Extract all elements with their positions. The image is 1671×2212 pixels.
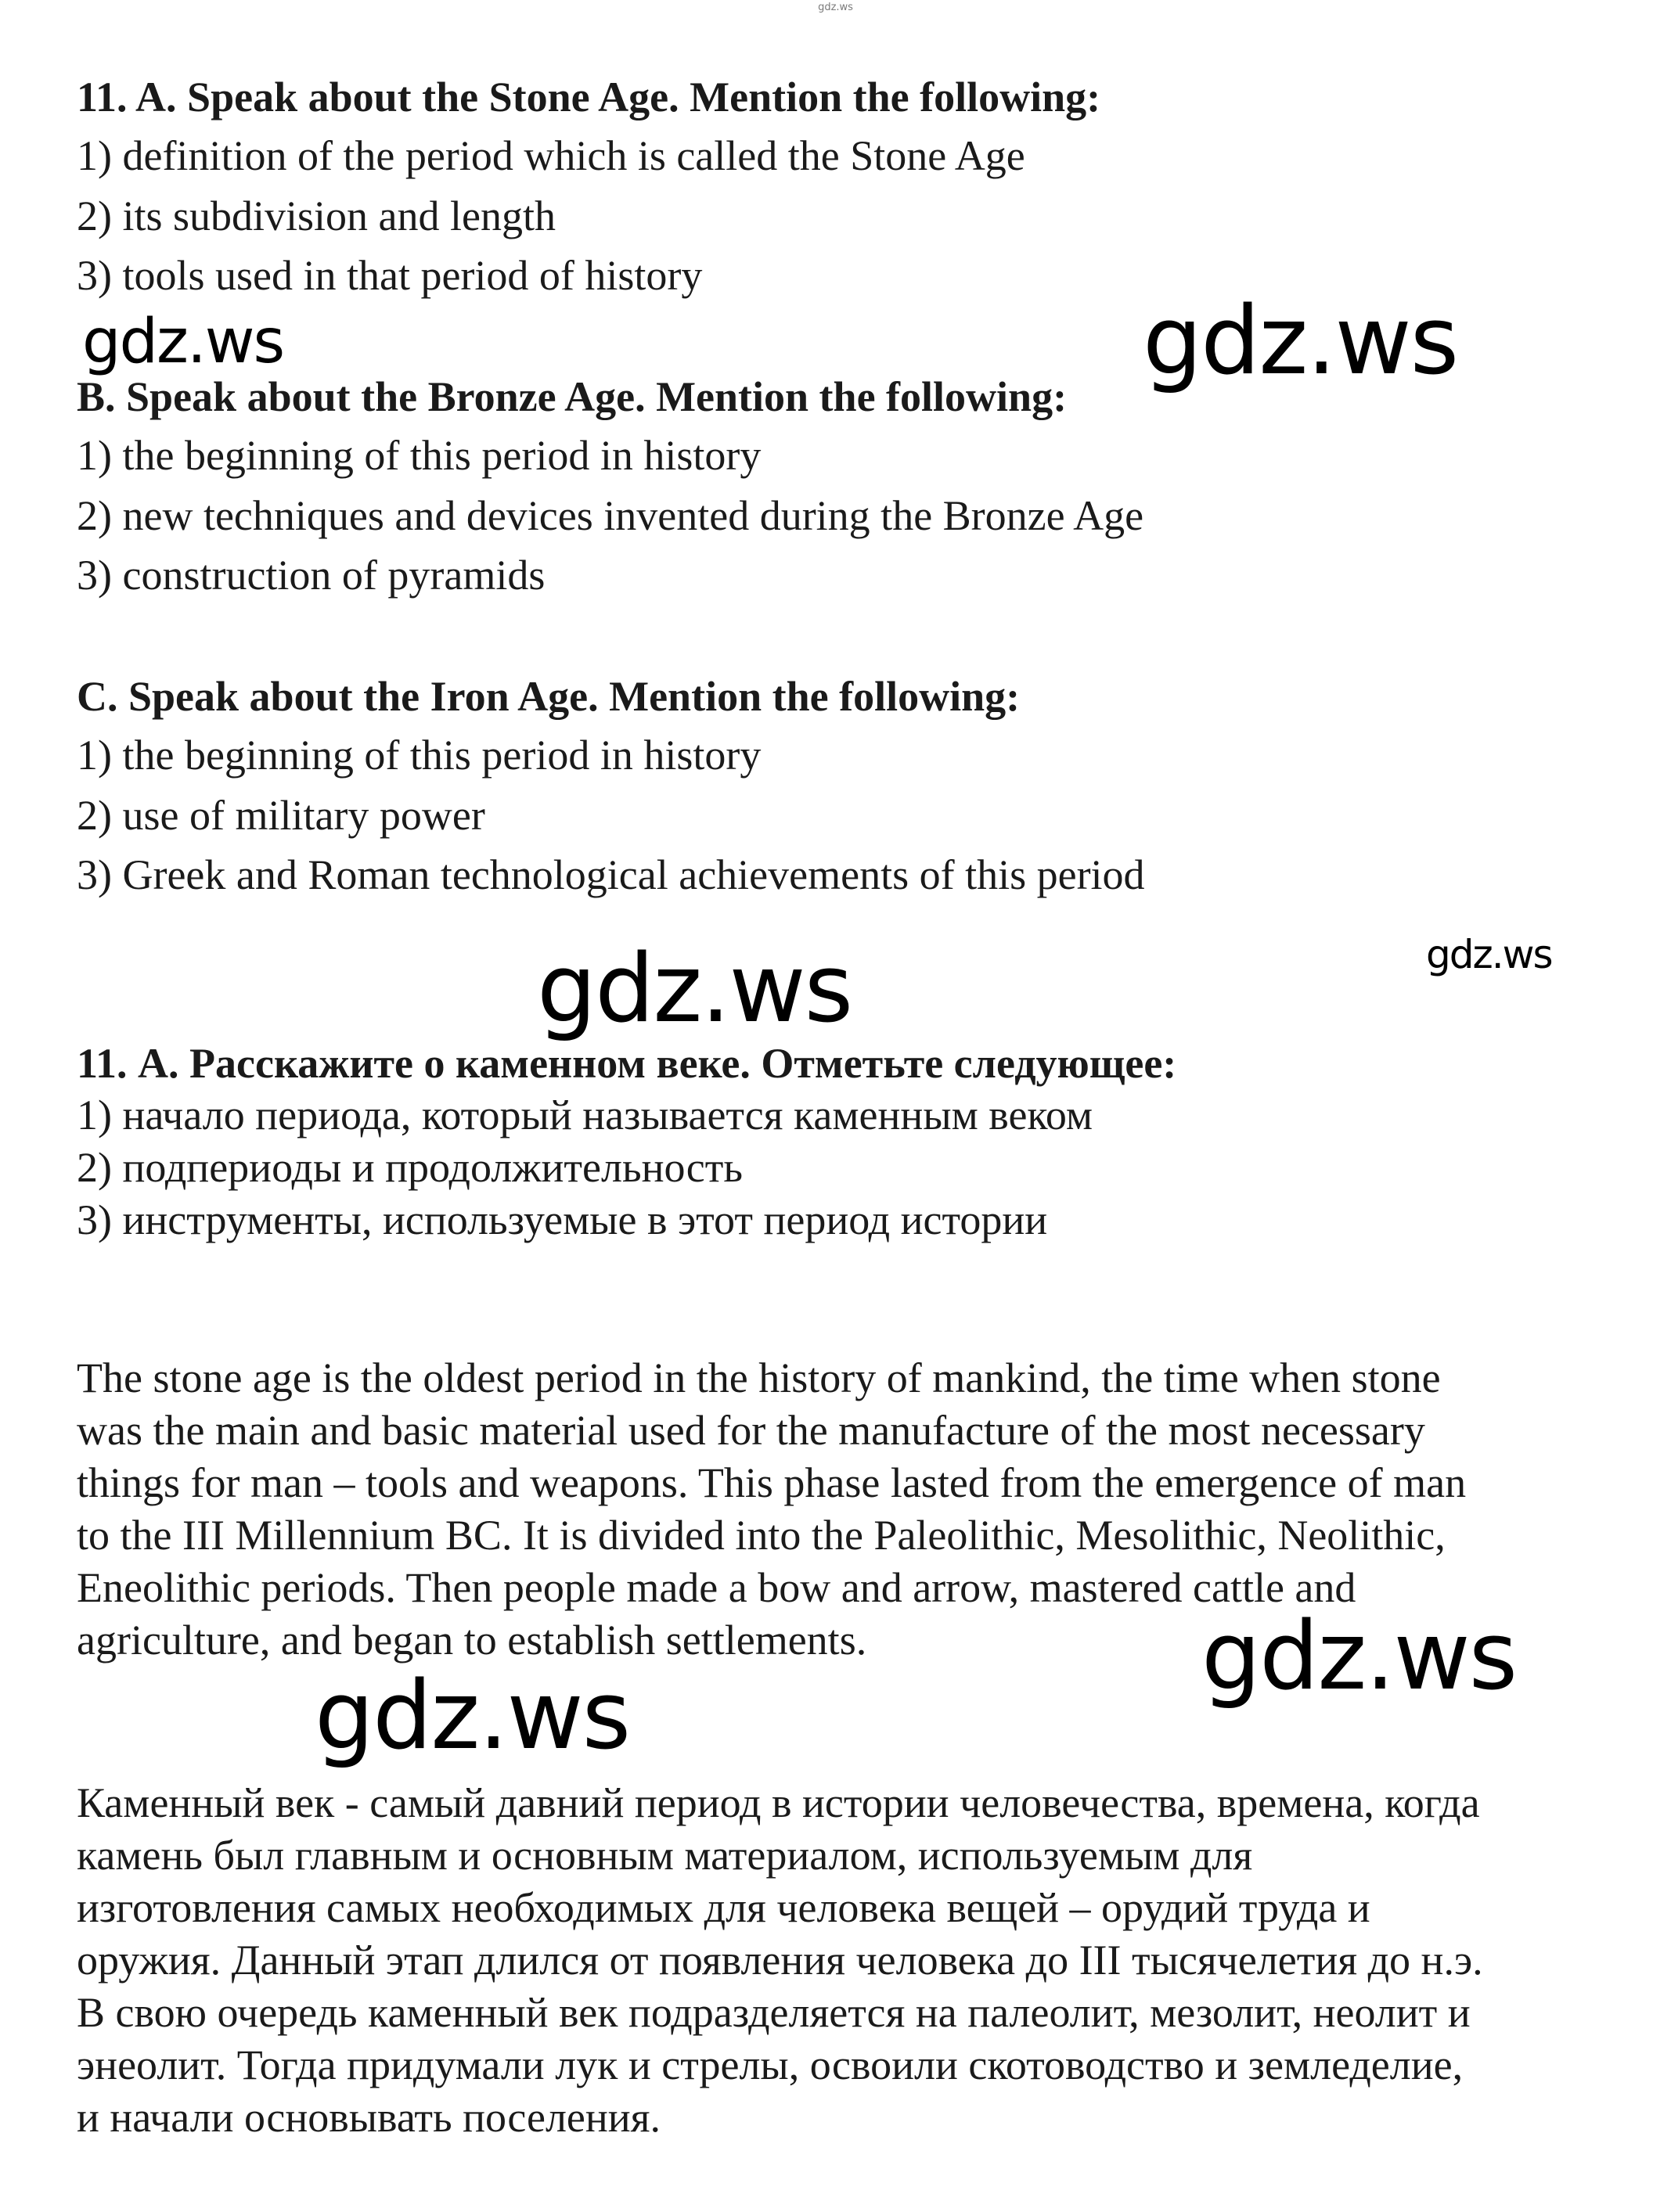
section-c-item-2: 2) use of military power xyxy=(77,792,485,839)
answer-en-line: agriculture, and began to establish settlements. xyxy=(77,1617,867,1663)
watermark: gdz.ws xyxy=(1201,1602,1517,1711)
watermark: gdz.ws xyxy=(1143,287,1458,396)
section-b-item-3: 3) construction of pyramids xyxy=(77,552,546,599)
section-c-heading: C. Speak about the Iron Age. Mention the following: xyxy=(77,673,1021,720)
section-a-item-3: 3) tools used in that period of history xyxy=(77,252,703,299)
answer-en-line: The stone age is the oldest period in the history of mankind, the time when stone xyxy=(77,1354,1441,1401)
answer-en-line: to the III Millennium BC. It is divided into the Paleolithic, Mesolithic, Neolithic, xyxy=(77,1512,1446,1559)
answer-ru-line: камень был главным и основным материалом, используемым для xyxy=(77,1832,1253,1879)
section-c-item-3: 3) Greek and Roman technological achievements of this period xyxy=(77,851,1145,898)
watermark: gdz.ws xyxy=(1426,932,1552,977)
answer-ru-line: изготовления самых необходимых для человека вещей – орудий труда и xyxy=(77,1884,1370,1931)
answer-ru-line: оружия. Данный этап длился от появления человека до III тысячелетия до н.э. xyxy=(77,1937,1483,1984)
answer-en-line: things for man – tools and weapons. This phase lasted from the emergence of man xyxy=(77,1459,1467,1506)
answer-ru-line: и начали основывать поселения. xyxy=(77,2094,661,2141)
watermark: gdz.ws xyxy=(315,1662,630,1771)
section-a-item-1: 1) definition of the period which is called the Stone Age xyxy=(77,132,1025,179)
site-mark: gdz.ws xyxy=(818,2,853,13)
answer-ru-paragraph xyxy=(77,1777,1483,2144)
section-b-heading: B. Speak about the Bronze Age. Mention the following: xyxy=(77,373,1068,420)
answer-en-line: Eneolithic periods. Then people made a bow and arrow, mastered cattle and xyxy=(77,1564,1356,1611)
section-ru-heading: 11. А. Расскажите о каменном веке. Отметьте следующее: xyxy=(77,1040,1177,1087)
answer-en-line: was the main and basic material used for the manufacture of the most necessary xyxy=(77,1407,1425,1454)
section-c-item-1: 1) the beginning of this period in history xyxy=(77,732,762,779)
section-b-item-2: 2) new techniques and devices invented during the Bronze Age xyxy=(77,492,1144,539)
answer-ru-line: В свою очередь каменный век подразделяется на палеолит, мезолит, неолит и xyxy=(77,1989,1471,2036)
section-a-heading: 11. A. Speak about the Stone Age. Mention the following: xyxy=(77,74,1101,120)
answer-ru-line: энеолит. Тогда придумали лук и стрелы, освоили скотоводство и земледелие, xyxy=(77,2041,1464,2088)
watermark: gdz.ws xyxy=(82,307,284,377)
section-ru-item-2: 2) подпериоды и продолжительность xyxy=(77,1144,744,1191)
watermark: gdz.ws xyxy=(537,935,852,1044)
section-ru-item-3: 3) инструменты, используемые в этот период истории xyxy=(77,1196,1048,1243)
section-b-item-1: 1) the beginning of this period in history xyxy=(77,432,762,479)
section-a-item-2: 2) its subdivision and length xyxy=(77,192,556,239)
section-ru-item-1: 1) начало периода, который называется каменным веком xyxy=(77,1092,1093,1138)
answer-ru-line: Каменный век - самый давний период в истории человечества, времена, когда xyxy=(77,1779,1480,1826)
